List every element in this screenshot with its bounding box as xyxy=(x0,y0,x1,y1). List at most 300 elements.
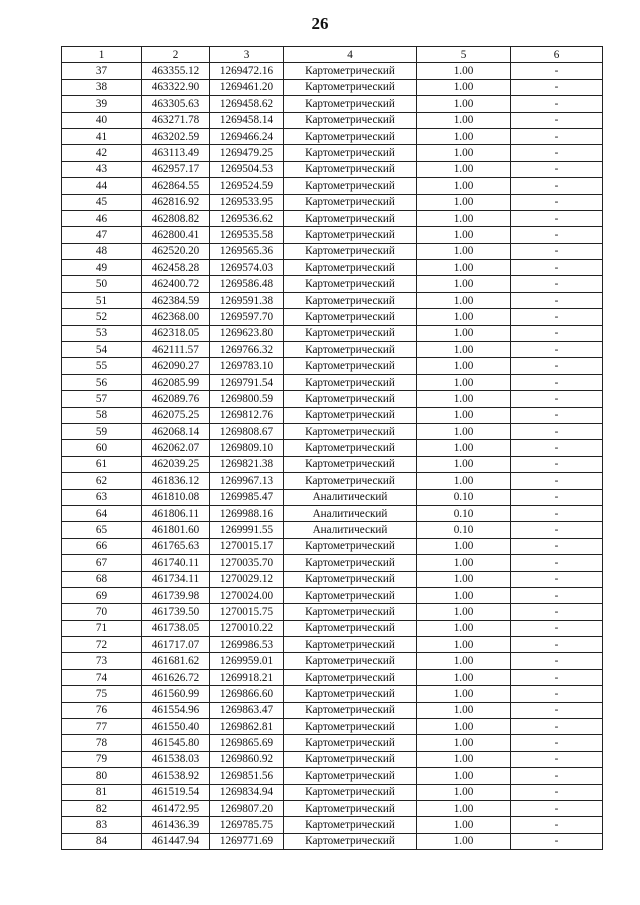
table-row xyxy=(62,276,603,292)
method-cell: Картометрический xyxy=(284,178,417,194)
point-number-cell: 74 xyxy=(62,669,142,685)
y-coordinate-cell: 1270015.17 xyxy=(210,538,284,554)
accuracy-cell: 1.00 xyxy=(417,768,511,784)
table-row xyxy=(62,571,603,587)
x-coordinate-cell: 462520.20 xyxy=(142,243,210,259)
method-cell: Картометрический xyxy=(284,735,417,751)
method-cell: Картометрический xyxy=(284,194,417,210)
method-cell: Картометрический xyxy=(284,145,417,161)
point-number-cell: 42 xyxy=(62,145,142,161)
accuracy-cell: 1.00 xyxy=(417,587,511,603)
note-cell: - xyxy=(511,292,603,308)
x-coordinate-cell: 461519.54 xyxy=(142,784,210,800)
x-coordinate-cell: 463355.12 xyxy=(142,63,210,79)
table-row xyxy=(62,358,603,374)
x-coordinate-cell: 462111.57 xyxy=(142,342,210,358)
point-number-cell: 54 xyxy=(62,342,142,358)
table-row xyxy=(62,374,603,390)
table-row xyxy=(62,161,603,177)
x-coordinate-cell: 461554.96 xyxy=(142,702,210,718)
method-cell: Картометрический xyxy=(284,79,417,95)
column-header-3: 3 xyxy=(210,47,284,63)
table-row xyxy=(62,178,603,194)
method-cell: Картометрический xyxy=(284,96,417,112)
accuracy-cell: 1.00 xyxy=(417,325,511,341)
note-cell: - xyxy=(511,112,603,128)
table-row xyxy=(62,391,603,407)
accuracy-cell: 1.00 xyxy=(417,423,511,439)
y-coordinate-cell: 1269863.47 xyxy=(210,702,284,718)
accuracy-cell: 1.00 xyxy=(417,735,511,751)
method-cell: Картометрический xyxy=(284,161,417,177)
coordinates-table xyxy=(61,46,603,850)
accuracy-cell: 1.00 xyxy=(417,620,511,636)
note-cell: - xyxy=(511,653,603,669)
method-cell: Картометрический xyxy=(284,391,417,407)
x-coordinate-cell: 463305.63 xyxy=(142,96,210,112)
method-cell: Картометрический xyxy=(284,358,417,374)
note-cell: - xyxy=(511,96,603,112)
table-row xyxy=(62,719,603,735)
table-row xyxy=(62,669,603,685)
point-number-cell: 55 xyxy=(62,358,142,374)
table-row xyxy=(62,260,603,276)
method-cell: Картометрический xyxy=(284,112,417,128)
accuracy-cell: 1.00 xyxy=(417,292,511,308)
point-number-cell: 71 xyxy=(62,620,142,636)
x-coordinate-cell: 461436.39 xyxy=(142,817,210,833)
accuracy-cell: 1.00 xyxy=(417,686,511,702)
y-coordinate-cell: 1269574.03 xyxy=(210,260,284,276)
y-coordinate-cell: 1269586.48 xyxy=(210,276,284,292)
note-cell: - xyxy=(511,210,603,226)
y-coordinate-cell: 1269771.69 xyxy=(210,833,284,849)
x-coordinate-cell: 461681.62 xyxy=(142,653,210,669)
point-number-cell: 45 xyxy=(62,194,142,210)
table-row xyxy=(62,620,603,636)
method-cell: Картометрический xyxy=(284,719,417,735)
point-number-cell: 40 xyxy=(62,112,142,128)
y-coordinate-cell: 1269851.56 xyxy=(210,768,284,784)
y-coordinate-cell: 1269959.01 xyxy=(210,653,284,669)
point-number-cell: 51 xyxy=(62,292,142,308)
point-number-cell: 43 xyxy=(62,161,142,177)
method-cell: Картометрический xyxy=(284,260,417,276)
point-number-cell: 57 xyxy=(62,391,142,407)
y-coordinate-cell: 1270029.12 xyxy=(210,571,284,587)
page-number: 26 xyxy=(311,14,329,33)
x-coordinate-cell: 461739.50 xyxy=(142,604,210,620)
y-coordinate-cell: 1269461.20 xyxy=(210,79,284,95)
point-number-cell: 48 xyxy=(62,243,142,259)
table-row xyxy=(62,473,603,489)
note-cell: - xyxy=(511,768,603,784)
point-number-cell: 66 xyxy=(62,538,142,554)
method-cell: Картометрический xyxy=(284,473,417,489)
table-row xyxy=(62,292,603,308)
table-row xyxy=(62,555,603,571)
point-number-cell: 83 xyxy=(62,817,142,833)
y-coordinate-cell: 1269988.16 xyxy=(210,505,284,521)
y-coordinate-cell: 1269591.38 xyxy=(210,292,284,308)
method-cell: Картометрический xyxy=(284,292,417,308)
method-cell: Картометрический xyxy=(284,227,417,243)
y-coordinate-cell: 1270010.22 xyxy=(210,620,284,636)
accuracy-cell: 1.00 xyxy=(417,751,511,767)
point-number-cell: 65 xyxy=(62,522,142,538)
note-cell: - xyxy=(511,637,603,653)
point-number-cell: 56 xyxy=(62,374,142,390)
y-coordinate-cell: 1269472.16 xyxy=(210,63,284,79)
y-coordinate-cell: 1269479.25 xyxy=(210,145,284,161)
method-cell: Картометрический xyxy=(284,374,417,390)
x-coordinate-cell: 461806.11 xyxy=(142,505,210,521)
x-coordinate-cell: 462400.72 xyxy=(142,276,210,292)
accuracy-cell: 1.00 xyxy=(417,571,511,587)
table-row xyxy=(62,784,603,800)
accuracy-cell: 1.00 xyxy=(417,178,511,194)
method-cell: Картометрический xyxy=(284,653,417,669)
point-number-cell: 75 xyxy=(62,686,142,702)
accuracy-cell: 1.00 xyxy=(417,276,511,292)
accuracy-cell: 1.00 xyxy=(417,260,511,276)
note-cell: - xyxy=(511,473,603,489)
accuracy-cell: 1.00 xyxy=(417,653,511,669)
point-number-cell: 81 xyxy=(62,784,142,800)
x-coordinate-cell: 461836.12 xyxy=(142,473,210,489)
accuracy-cell: 1.00 xyxy=(417,391,511,407)
method-cell: Картометрический xyxy=(284,128,417,144)
note-cell: - xyxy=(511,128,603,144)
accuracy-cell: 1.00 xyxy=(417,145,511,161)
y-coordinate-cell: 1269821.38 xyxy=(210,456,284,472)
note-cell: - xyxy=(511,719,603,735)
note-cell: - xyxy=(511,260,603,276)
point-number-cell: 39 xyxy=(62,96,142,112)
table-row xyxy=(62,522,603,538)
accuracy-cell: 1.00 xyxy=(417,309,511,325)
point-number-cell: 68 xyxy=(62,571,142,587)
point-number-cell: 76 xyxy=(62,702,142,718)
table-row xyxy=(62,800,603,816)
point-number-cell: 80 xyxy=(62,768,142,784)
x-coordinate-cell: 461738.05 xyxy=(142,620,210,636)
accuracy-cell: 0.10 xyxy=(417,505,511,521)
note-cell: - xyxy=(511,620,603,636)
x-coordinate-cell: 461801.60 xyxy=(142,522,210,538)
x-coordinate-cell: 462075.25 xyxy=(142,407,210,423)
note-cell: - xyxy=(511,194,603,210)
point-number-cell: 38 xyxy=(62,79,142,95)
method-cell: Картометрический xyxy=(284,407,417,423)
point-number-cell: 53 xyxy=(62,325,142,341)
method-cell: Картометрический xyxy=(284,817,417,833)
accuracy-cell: 1.00 xyxy=(417,407,511,423)
x-coordinate-cell: 461739.98 xyxy=(142,587,210,603)
y-coordinate-cell: 1269986.53 xyxy=(210,637,284,653)
note-cell: - xyxy=(511,800,603,816)
accuracy-cell: 1.00 xyxy=(417,637,511,653)
y-coordinate-cell: 1269458.62 xyxy=(210,96,284,112)
table-row xyxy=(62,440,603,456)
table-row xyxy=(62,342,603,358)
method-cell: Картометрический xyxy=(284,456,417,472)
note-cell: - xyxy=(511,243,603,259)
y-coordinate-cell: 1269565.36 xyxy=(210,243,284,259)
table-row xyxy=(62,833,603,849)
x-coordinate-cell: 462368.00 xyxy=(142,309,210,325)
x-coordinate-cell: 461447.94 xyxy=(142,833,210,849)
table-row xyxy=(62,817,603,833)
accuracy-cell: 1.00 xyxy=(417,702,511,718)
x-coordinate-cell: 462089.76 xyxy=(142,391,210,407)
x-coordinate-cell: 461626.72 xyxy=(142,669,210,685)
method-cell: Картометрический xyxy=(284,686,417,702)
note-cell: - xyxy=(511,342,603,358)
table-row xyxy=(62,96,603,112)
note-cell: - xyxy=(511,489,603,505)
accuracy-cell: 1.00 xyxy=(417,128,511,144)
y-coordinate-cell: 1269918.21 xyxy=(210,669,284,685)
method-cell: Картометрический xyxy=(284,833,417,849)
accuracy-cell: 1.00 xyxy=(417,194,511,210)
method-cell: Картометрический xyxy=(284,325,417,341)
x-coordinate-cell: 462085.99 xyxy=(142,374,210,390)
y-coordinate-cell: 1269866.60 xyxy=(210,686,284,702)
method-cell: Картометрический xyxy=(284,309,417,325)
point-number-cell: 79 xyxy=(62,751,142,767)
method-cell: Картометрический xyxy=(284,210,417,226)
table-row xyxy=(62,79,603,95)
accuracy-cell: 1.00 xyxy=(417,604,511,620)
point-number-cell: 50 xyxy=(62,276,142,292)
x-coordinate-cell: 462384.59 xyxy=(142,292,210,308)
note-cell: - xyxy=(511,555,603,571)
accuracy-cell: 1.00 xyxy=(417,456,511,472)
table-row xyxy=(62,735,603,751)
table-row xyxy=(62,112,603,128)
y-coordinate-cell: 1269536.62 xyxy=(210,210,284,226)
table-row xyxy=(62,194,603,210)
x-coordinate-cell: 462062.07 xyxy=(142,440,210,456)
y-coordinate-cell: 1269533.95 xyxy=(210,194,284,210)
y-coordinate-cell: 1269860.92 xyxy=(210,751,284,767)
table-row xyxy=(62,145,603,161)
method-cell: Картометрический xyxy=(284,800,417,816)
accuracy-cell: 1.00 xyxy=(417,243,511,259)
accuracy-cell: 1.00 xyxy=(417,342,511,358)
method-cell: Картометрический xyxy=(284,768,417,784)
column-header-5: 5 xyxy=(417,47,511,63)
y-coordinate-cell: 1269808.67 xyxy=(210,423,284,439)
note-cell: - xyxy=(511,374,603,390)
accuracy-cell: 1.00 xyxy=(417,440,511,456)
table-row xyxy=(62,227,603,243)
x-coordinate-cell: 461740.11 xyxy=(142,555,210,571)
note-cell: - xyxy=(511,145,603,161)
note-cell: - xyxy=(511,784,603,800)
y-coordinate-cell: 1270015.75 xyxy=(210,604,284,620)
y-coordinate-cell: 1269504.53 xyxy=(210,161,284,177)
point-number-cell: 59 xyxy=(62,423,142,439)
table-row xyxy=(62,768,603,784)
column-header-2: 2 xyxy=(142,47,210,63)
y-coordinate-cell: 1269535.58 xyxy=(210,227,284,243)
y-coordinate-cell: 1269791.54 xyxy=(210,374,284,390)
note-cell: - xyxy=(511,227,603,243)
accuracy-cell: 0.10 xyxy=(417,489,511,505)
method-cell: Аналитический xyxy=(284,489,417,505)
table-row xyxy=(62,653,603,669)
y-coordinate-cell: 1270035.70 xyxy=(210,555,284,571)
y-coordinate-cell: 1269807.20 xyxy=(210,800,284,816)
y-coordinate-cell: 1269524.59 xyxy=(210,178,284,194)
note-cell: - xyxy=(511,407,603,423)
column-header-1: 1 xyxy=(62,47,142,63)
table-row xyxy=(62,702,603,718)
table-body xyxy=(62,63,603,850)
table-row xyxy=(62,63,603,79)
x-coordinate-cell: 461765.63 xyxy=(142,538,210,554)
y-coordinate-cell: 1269766.32 xyxy=(210,342,284,358)
table-row xyxy=(62,604,603,620)
x-coordinate-cell: 462318.05 xyxy=(142,325,210,341)
x-coordinate-cell: 462816.92 xyxy=(142,194,210,210)
accuracy-cell: 1.00 xyxy=(417,538,511,554)
method-cell: Картометрический xyxy=(284,538,417,554)
point-number-cell: 41 xyxy=(62,128,142,144)
table-row xyxy=(62,456,603,472)
note-cell: - xyxy=(511,325,603,341)
note-cell: - xyxy=(511,391,603,407)
note-cell: - xyxy=(511,702,603,718)
x-coordinate-cell: 461545.80 xyxy=(142,735,210,751)
method-cell: Аналитический xyxy=(284,522,417,538)
method-cell: Картометрический xyxy=(284,637,417,653)
note-cell: - xyxy=(511,587,603,603)
accuracy-cell: 1.00 xyxy=(417,96,511,112)
note-cell: - xyxy=(511,440,603,456)
note-cell: - xyxy=(511,669,603,685)
note-cell: - xyxy=(511,505,603,521)
y-coordinate-cell: 1269458.14 xyxy=(210,112,284,128)
x-coordinate-cell: 462039.25 xyxy=(142,456,210,472)
point-number-cell: 58 xyxy=(62,407,142,423)
table-row xyxy=(62,637,603,653)
note-cell: - xyxy=(511,833,603,849)
method-cell: Картометрический xyxy=(284,63,417,79)
y-coordinate-cell: 1269812.76 xyxy=(210,407,284,423)
x-coordinate-cell: 462800.41 xyxy=(142,227,210,243)
point-number-cell: 70 xyxy=(62,604,142,620)
point-number-cell: 62 xyxy=(62,473,142,489)
note-cell: - xyxy=(511,686,603,702)
method-cell: Картометрический xyxy=(284,243,417,259)
y-coordinate-cell: 1269623.80 xyxy=(210,325,284,341)
point-number-cell: 72 xyxy=(62,637,142,653)
note-cell: - xyxy=(511,604,603,620)
point-number-cell: 63 xyxy=(62,489,142,505)
method-cell: Аналитический xyxy=(284,505,417,521)
x-coordinate-cell: 462808.82 xyxy=(142,210,210,226)
accuracy-cell: 1.00 xyxy=(417,719,511,735)
table-row xyxy=(62,210,603,226)
x-coordinate-cell: 461538.92 xyxy=(142,768,210,784)
x-coordinate-cell: 461550.40 xyxy=(142,719,210,735)
note-cell: - xyxy=(511,735,603,751)
note-cell: - xyxy=(511,161,603,177)
x-coordinate-cell: 461810.08 xyxy=(142,489,210,505)
table-row xyxy=(62,538,603,554)
note-cell: - xyxy=(511,79,603,95)
y-coordinate-cell: 1269809.10 xyxy=(210,440,284,456)
point-number-cell: 49 xyxy=(62,260,142,276)
accuracy-cell: 1.00 xyxy=(417,817,511,833)
x-coordinate-cell: 462864.55 xyxy=(142,178,210,194)
method-cell: Картометрический xyxy=(284,751,417,767)
point-number-cell: 47 xyxy=(62,227,142,243)
point-number-cell: 82 xyxy=(62,800,142,816)
note-cell: - xyxy=(511,456,603,472)
table-row xyxy=(62,505,603,521)
accuracy-cell: 1.00 xyxy=(417,210,511,226)
method-cell: Картометрический xyxy=(284,784,417,800)
table-row xyxy=(62,243,603,259)
table-header-row xyxy=(62,47,603,63)
x-coordinate-cell: 461560.99 xyxy=(142,686,210,702)
y-coordinate-cell: 1269785.75 xyxy=(210,817,284,833)
table-row xyxy=(62,686,603,702)
method-cell: Картометрический xyxy=(284,669,417,685)
x-coordinate-cell: 463322.90 xyxy=(142,79,210,95)
accuracy-cell: 1.00 xyxy=(417,227,511,243)
accuracy-cell: 1.00 xyxy=(417,63,511,79)
point-number-cell: 60 xyxy=(62,440,142,456)
y-coordinate-cell: 1269466.24 xyxy=(210,128,284,144)
point-number-cell: 78 xyxy=(62,735,142,751)
point-number-cell: 73 xyxy=(62,653,142,669)
point-number-cell: 64 xyxy=(62,505,142,521)
y-coordinate-cell: 1269597.70 xyxy=(210,309,284,325)
x-coordinate-cell: 461717.07 xyxy=(142,637,210,653)
x-coordinate-cell: 462090.27 xyxy=(142,358,210,374)
x-coordinate-cell: 463271.78 xyxy=(142,112,210,128)
method-cell: Картометрический xyxy=(284,571,417,587)
x-coordinate-cell: 463202.59 xyxy=(142,128,210,144)
x-coordinate-cell: 461472.95 xyxy=(142,800,210,816)
column-header-6: 6 xyxy=(511,47,603,63)
x-coordinate-cell: 461734.11 xyxy=(142,571,210,587)
accuracy-cell: 1.00 xyxy=(417,79,511,95)
x-coordinate-cell: 462458.28 xyxy=(142,260,210,276)
table-row xyxy=(62,587,603,603)
method-cell: Картометрический xyxy=(284,423,417,439)
method-cell: Картометрический xyxy=(284,440,417,456)
note-cell: - xyxy=(511,538,603,554)
y-coordinate-cell: 1269834.94 xyxy=(210,784,284,800)
point-number-cell: 52 xyxy=(62,309,142,325)
note-cell: - xyxy=(511,571,603,587)
note-cell: - xyxy=(511,178,603,194)
accuracy-cell: 1.00 xyxy=(417,161,511,177)
y-coordinate-cell: 1270024.00 xyxy=(210,587,284,603)
accuracy-cell: 1.00 xyxy=(417,473,511,489)
y-coordinate-cell: 1269865.69 xyxy=(210,735,284,751)
y-coordinate-cell: 1269800.59 xyxy=(210,391,284,407)
table-row xyxy=(62,309,603,325)
table-row xyxy=(62,423,603,439)
accuracy-cell: 1.00 xyxy=(417,374,511,390)
